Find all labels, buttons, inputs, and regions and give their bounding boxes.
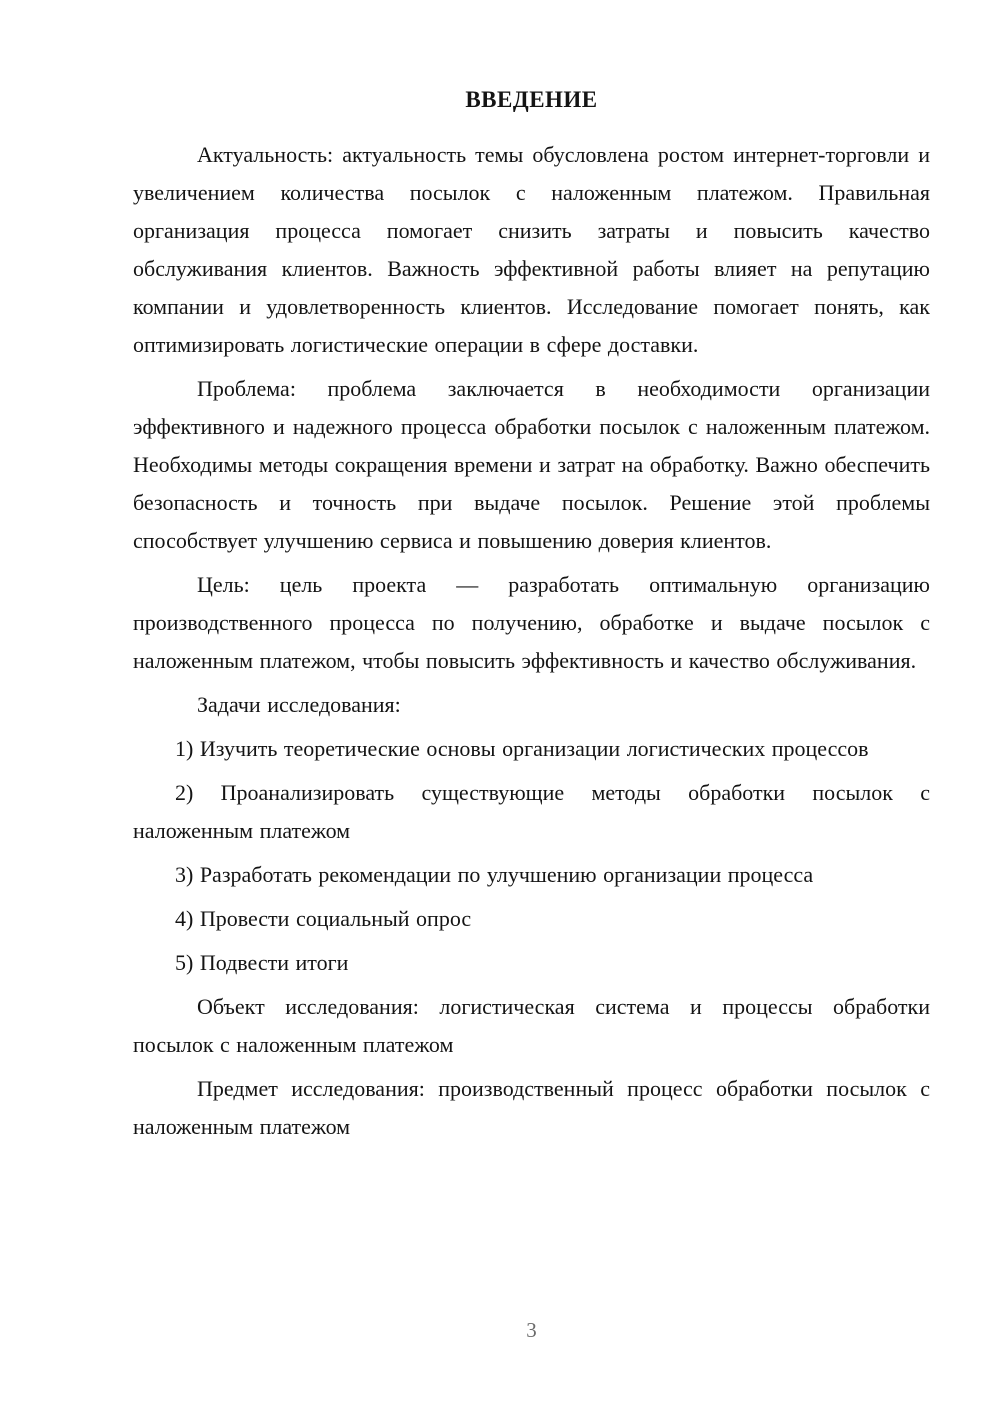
paragraph-relevance: Актуальность: актуальность темы обусловлена ростом интернет-торговли и увеличением количества посылок с наложенным платежом. Правильная организация процесса помогает снизить затраты и повысить качество обслуживания клиентов. Важность эффективной работы влияет на репутацию компании и удовлетворенность клиентов. Исследование помогает понять, как оптимизировать логистические операции в сфере доставки. [133, 142, 930, 357]
task-item-5: 5) Подвести итоги [175, 950, 349, 975]
task-item-4: 4) Провести социальный опрос [175, 906, 472, 931]
paragraph-object: Объект исследования: логистическая система и процессы обработки посылок с наложенным платежом [133, 994, 930, 1057]
paragraph-subject: Предмет исследования: производственный процесс обработки посылок с наложенным платежом [133, 1076, 930, 1139]
task-item-3: 3) Разработать рекомендации по улучшению организации процесса [175, 862, 814, 887]
page-number: 3 [526, 1318, 537, 1342]
task-item-2: 2) Проанализировать существующие методы обработки посылок с наложенным платежом [133, 780, 930, 843]
paragraph-goal: Цель: цель проекта — разработать оптимальную организацию производственного процесса по получению, обработке и выдаче посылок с наложенным платежом, чтобы повысить эффективность и качество обслуживания. [133, 572, 930, 673]
page-title: ВВЕДЕНИЕ [465, 87, 598, 112]
task-item-1: 1) Изучить теоретические основы организации логистических процессов [175, 736, 869, 761]
paragraph-problem: Проблема: проблема заключается в необходимости организации эффективного и надежного процесса обработки посылок с наложенным платежом. Необходимы методы сокращения времени и затрат на обработку. Важно обеспечить безопасность и точность при выдаче посылок. Решение этой проблемы способствует улучшению сервиса и повышению доверия клиентов. [133, 376, 930, 553]
tasks-heading: Задачи исследования: [197, 692, 401, 717]
